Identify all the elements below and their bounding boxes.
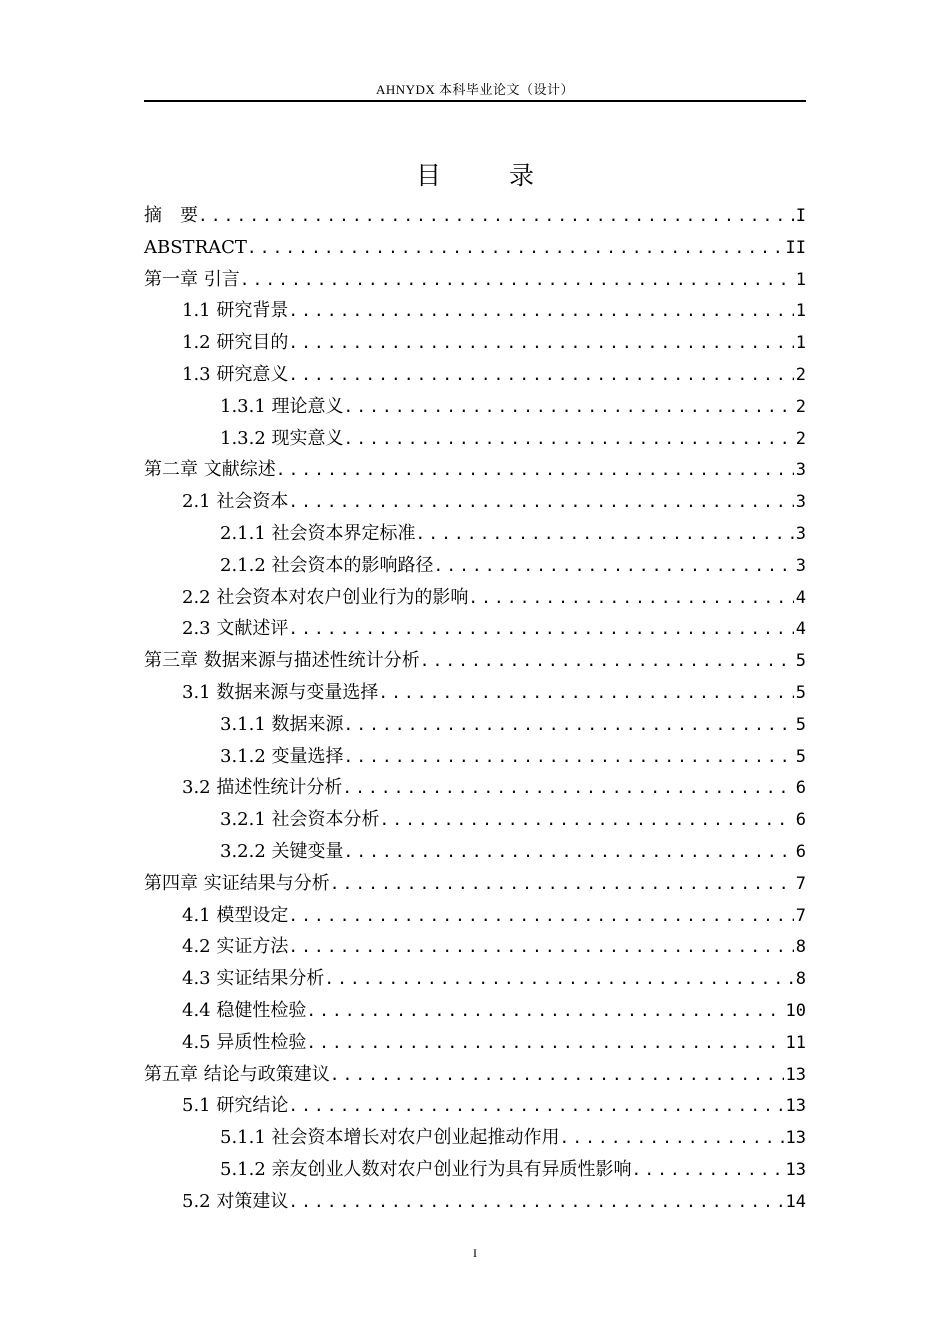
toc-entry-label: 3.1.2 变量选择 (220, 745, 344, 767)
toc-dot-leader (324, 963, 793, 995)
toc-entry-page: 6 (795, 778, 806, 799)
toc-entry-label: 1.3 研究意义 (182, 363, 289, 385)
toc-entry-label: 1.3.2 现实意义 (220, 427, 344, 449)
toc-entry-label: 1.2 研究目的 (182, 332, 289, 354)
toc-dot-leader (560, 1122, 784, 1154)
toc-entry[interactable] (144, 327, 806, 359)
toc-dot-leader (288, 1090, 783, 1122)
toc-entry-label: 第五章 结论与政策建议 (144, 1063, 330, 1085)
toc-entry-page: 8 (795, 969, 806, 990)
toc-entry[interactable] (144, 772, 806, 804)
toc-entry[interactable] (144, 1027, 806, 1059)
toc-entry[interactable] (144, 359, 806, 391)
header-rule (144, 100, 806, 102)
toc-entry-label: 2.1.2 社会资本的影响路径 (220, 554, 434, 576)
toc-entry-page: 1 (795, 333, 806, 354)
toc-dot-leader (342, 772, 793, 804)
toc-entry[interactable] (144, 645, 806, 677)
toc-entry[interactable] (144, 1059, 806, 1091)
toc-entry[interactable] (144, 518, 806, 550)
toc-dot-leader (378, 677, 793, 709)
toc-dot-leader (288, 1186, 783, 1218)
toc-entry-page: I (795, 206, 806, 226)
toc-entry-label: 5.1 研究结论 (182, 1095, 289, 1117)
toc-entry-page: 11 (785, 1032, 806, 1053)
toc-entry[interactable] (144, 963, 806, 995)
toc-entry-page: 13 (785, 1128, 806, 1149)
toc-entry[interactable] (144, 200, 806, 232)
toc-dot-leader (240, 264, 794, 296)
toc-entry-label: 摘 要 (144, 205, 198, 226)
toc-entry-label: 2.3 文献述评 (182, 618, 289, 640)
toc-dot-leader (306, 995, 783, 1027)
toc-entry[interactable] (144, 804, 806, 836)
toc-dot-leader (288, 613, 793, 645)
toc-entry-label: 4.2 实证方法 (182, 936, 289, 958)
toc-entry-label: 1.1 研究背景 (182, 300, 289, 322)
toc-entry-page: 4 (795, 619, 806, 640)
toc-entry-page: 7 (795, 873, 806, 894)
toc-entry[interactable] (144, 1122, 806, 1154)
toc-entry-page: 3 (795, 523, 806, 544)
toc-entry-page: 3 (795, 492, 806, 513)
toc-entry-label: 4.4 稳健性检验 (182, 999, 307, 1021)
toc-entry-page: 2 (795, 428, 806, 449)
toc-entry-label: 3.1.1 数据来源 (220, 713, 344, 735)
toc-entry[interactable] (144, 900, 806, 932)
toc-entry[interactable] (144, 550, 806, 582)
toc-dot-leader (380, 804, 794, 836)
toc-entry-label: ABSTRACT (144, 236, 247, 258)
toc-dot-leader (276, 454, 794, 486)
toc-entry-page: 1 (795, 269, 806, 290)
toc-dot-leader (247, 232, 784, 264)
toc-dot-leader (288, 900, 793, 932)
toc-dot-leader (344, 836, 794, 868)
toc-dot-leader (344, 423, 794, 455)
toc-entry[interactable] (144, 677, 806, 709)
toc-entry[interactable] (144, 995, 806, 1027)
toc-entry-page: 7 (795, 905, 806, 926)
toc-entry-page: 6 (795, 810, 806, 831)
toc-dot-leader (330, 1059, 784, 1091)
toc-entry[interactable] (144, 295, 806, 327)
toc-entry[interactable] (144, 1186, 806, 1218)
toc-entry-label: 2.1.1 社会资本界定标准 (220, 522, 416, 544)
toc-dot-leader (344, 741, 794, 773)
toc-dot-leader (330, 868, 794, 900)
toc-entry-page: 6 (795, 841, 806, 862)
toc-entry-page: 8 (795, 937, 806, 958)
toc-entry[interactable] (144, 264, 806, 296)
toc-entry-page: 5 (795, 651, 806, 672)
toc-entry-page: 5 (795, 746, 806, 767)
toc-dot-leader (288, 486, 793, 518)
toc-entry-page: 13 (785, 1096, 806, 1117)
toc-entry-label: 1.3.1 理论意义 (220, 395, 344, 417)
toc-entry[interactable] (144, 454, 806, 486)
toc-entry-page: 14 (785, 1191, 806, 1212)
toc-entry-page: II (785, 237, 806, 258)
toc-entry[interactable] (144, 741, 806, 773)
toc-title: 目 录 (416, 161, 564, 190)
toc-entry-page: 2 (795, 364, 806, 385)
toc-entry-page: 5 (795, 714, 806, 735)
toc-entry-label: 5.1.2 亲友创业人数对农户创业行为具有异质性影响 (220, 1158, 632, 1180)
toc-entry[interactable] (144, 582, 806, 614)
toc-entry-label: 3.2.1 社会资本分析 (220, 809, 380, 831)
toc-entry[interactable] (144, 931, 806, 963)
toc-entry-page: 5 (795, 682, 806, 703)
toc-entry-label: 第一章 引言 (144, 268, 240, 290)
page-header: AHNYDX 本科毕业论文（设计） (375, 82, 575, 97)
toc-entry-page: 3 (795, 460, 806, 481)
page-number: I (473, 1246, 477, 1260)
toc-entry-page: 13 (785, 1159, 806, 1180)
toc-dot-leader (344, 709, 794, 741)
toc-entry[interactable] (144, 391, 806, 423)
toc-dot-leader (632, 1154, 784, 1186)
toc-entry-label: 2.1 社会资本 (182, 491, 289, 513)
toc-entry[interactable] (144, 613, 806, 645)
toc-entry[interactable] (144, 868, 806, 900)
toc-entry-page: 4 (795, 587, 806, 608)
toc-entry-label: 4.5 异质性检验 (182, 1031, 307, 1053)
toc-entry[interactable] (144, 486, 806, 518)
toc-entry[interactable] (144, 423, 806, 455)
toc-dot-leader (288, 931, 793, 963)
table-of-contents (144, 200, 806, 1218)
toc-entry-label: 5.1.1 社会资本增长对农户创业起推动作用 (220, 1127, 560, 1149)
toc-dot-leader (416, 518, 794, 550)
toc-entry[interactable] (144, 232, 806, 264)
toc-entry[interactable] (144, 1154, 806, 1186)
toc-entry-label: 第二章 文献综述 (144, 459, 276, 481)
toc-dot-leader (288, 327, 793, 359)
toc-dot-leader (420, 645, 794, 677)
toc-entry[interactable] (144, 709, 806, 741)
toc-entry-label: 3.1 数据来源与变量选择 (182, 681, 379, 703)
toc-entry-page: 2 (795, 396, 806, 417)
toc-dot-leader (198, 200, 794, 232)
toc-entry-label: 3.2.2 关键变量 (220, 840, 344, 862)
toc-entry-page: 13 (785, 1064, 806, 1085)
toc-entry-label: 5.2 对策建议 (182, 1190, 289, 1212)
toc-dot-leader (344, 391, 794, 423)
toc-dot-leader (306, 1027, 783, 1059)
toc-entry-label: 第四章 实证结果与分析 (144, 872, 330, 894)
toc-dot-leader (468, 582, 793, 614)
toc-entry-label: 4.1 模型设定 (182, 904, 289, 926)
toc-entry-label: 3.2 描述性统计分析 (182, 777, 343, 799)
toc-entry-label: 2.2 社会资本对农户创业行为的影响 (182, 586, 469, 608)
toc-entry-page: 3 (795, 555, 806, 576)
toc-dot-leader (288, 359, 793, 391)
toc-entry[interactable] (144, 836, 806, 868)
toc-entry-page: 1 (795, 301, 806, 322)
toc-entry[interactable] (144, 1090, 806, 1122)
toc-entry-label: 第三章 数据来源与描述性统计分析 (144, 650, 420, 672)
toc-entry-label: 4.3 实证结果分析 (182, 968, 325, 990)
toc-dot-leader (434, 550, 794, 582)
toc-entry-page: 10 (785, 1000, 806, 1021)
toc-dot-leader (288, 295, 793, 327)
